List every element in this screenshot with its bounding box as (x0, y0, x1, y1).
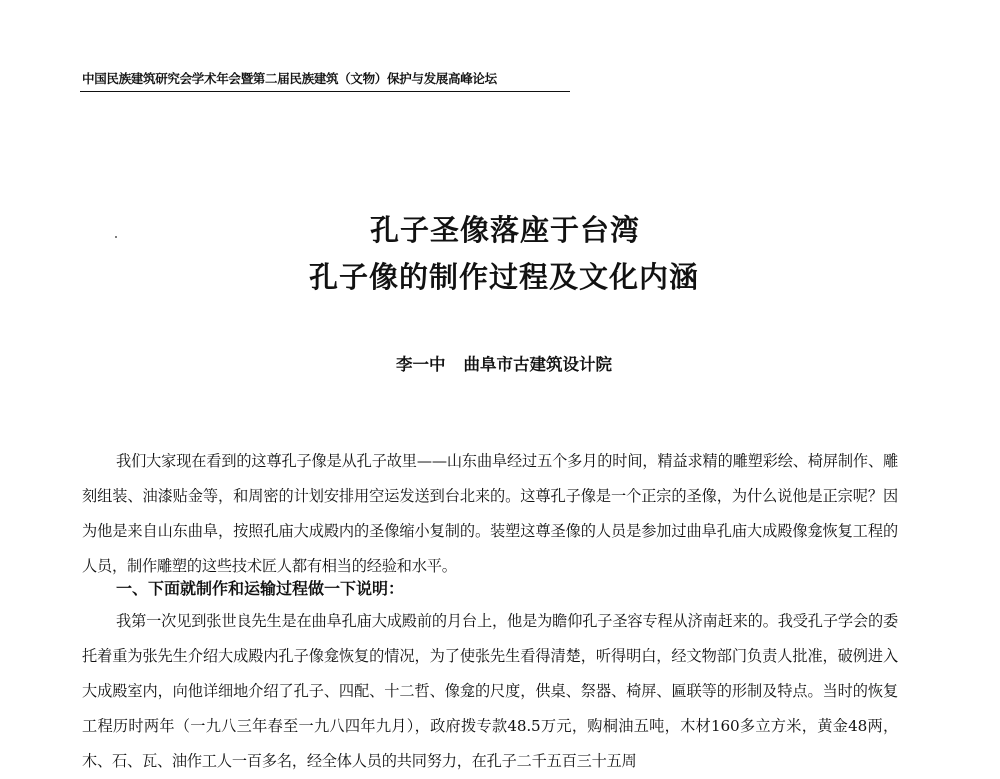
running-header: 中国民族建筑研究会学术年会暨第二届民族建筑（文物）保护与发展高峰论坛 (82, 71, 497, 86)
title-line-1: 孔子圣像落座于台湾 (369, 213, 640, 247)
paragraph-text: 我第一次见到张世良先生是在曲阜孔庙大成殿前的月台上，他是为瞻仰孔子圣容专程从济南赶来的。我受孔子学会的委托着重为张先生介绍大成殿内孔子像龛恢复的情况，为了使张先生看得清楚，听得明白，经文物部门负责人批准，破例进入大成殿室内，向他详细地介绍了孔子、四配、十二哲、像龛的尺度，供桌、祭器、椅屏、匾联等的形制及特点。当时的恢复工程历时两年（一九八三年春至一九八四年九月），政府拨专款48.5万元，购桐油五吨，木材160多立方米，黄金48两，木、石、瓦、油作工人一百多名，经全体人员的共同努力，在孔子二千五百三十五周 (82, 612, 898, 770)
body-paragraph-2 (82, 604, 898, 779)
byline (0, 351, 1000, 375)
author-name: 李一中 (396, 355, 446, 374)
paragraph-text: 我们大家现在看到的这尊孔子像是从孔子故里——山东曲阜经过五个多月的时间，精益求精的雕塑彩绘、椅屏制作、雕刻组装、油漆贴金等，和周密的计划安排用空运发送到台北来的。这尊孔子像是一个正宗的圣像，为什么说他是正宗呢？因为他是来自山东曲阜，按照孔庙大成殿内的圣像缩小复制的。装塑这尊圣像的人员是参加过曲阜孔庙大成殿像龛恢复工程的人员，制作雕塑的这些技术匠人都有相当的经验和水平。 (82, 452, 898, 575)
author-affiliation: 曲阜市古建筑设计院 (463, 355, 612, 374)
title-line-2: 孔子像的制作过程及文化内涵 (308, 260, 699, 294)
body-paragraph-1 (82, 444, 898, 584)
header-rule (80, 91, 570, 92)
section-heading: 一、下面就制作和运输过程做一下说明： (116, 579, 405, 598)
